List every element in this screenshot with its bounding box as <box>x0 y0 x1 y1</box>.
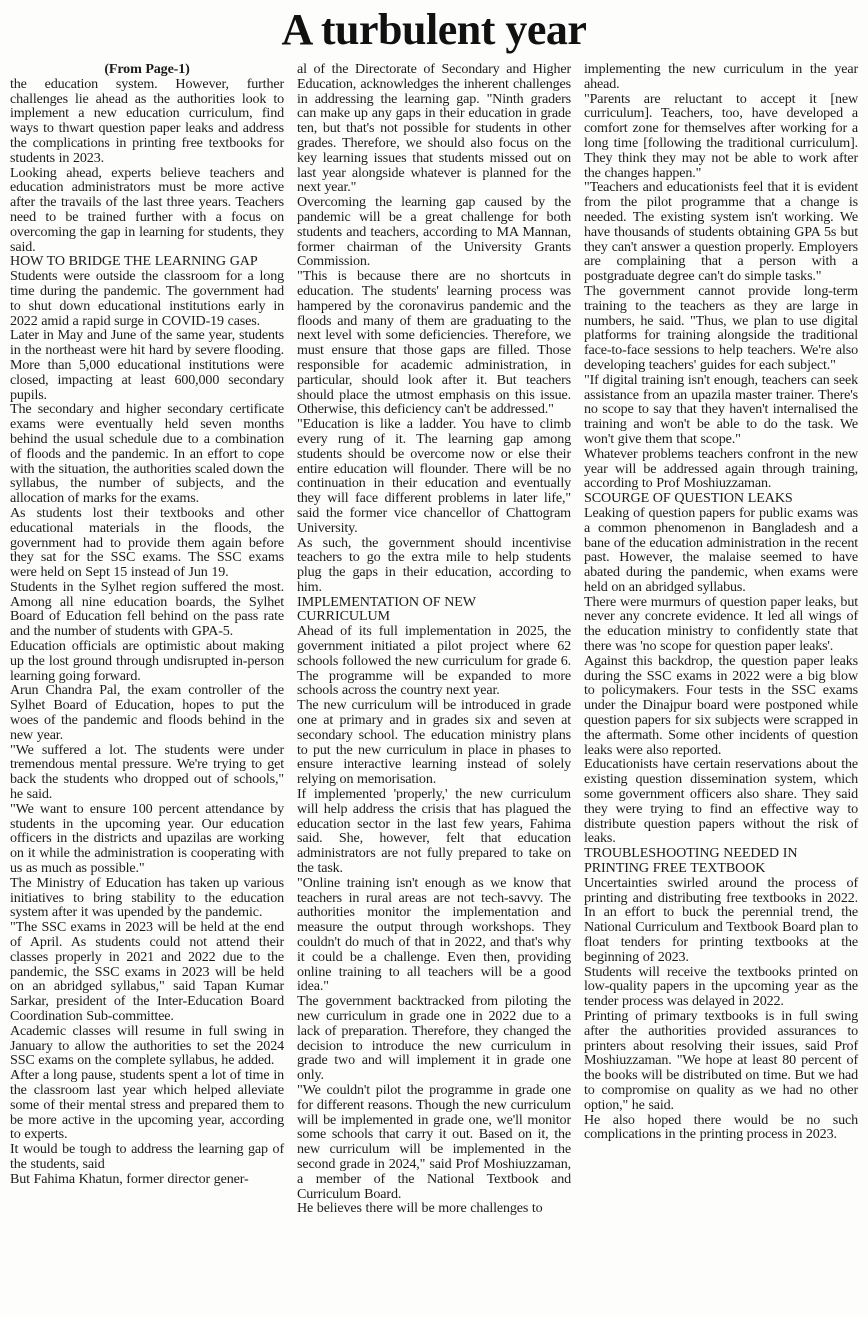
article-paragraph: Printing of primary textbooks is in full swing after the authorities provided assurances to printers about resolving their issues, said Prof Moshiuzzaman. "We hope at least 80 percent of the books will be distributed on time. But we had to compromise on quality as we had no other option," he said. <box>584 1008 858 1113</box>
section-heading: SCOURGE OF QUESTION LEAKS <box>584 490 793 507</box>
article-columns <box>10 62 858 1216</box>
article-paragraph: "Online training isn't enough as we know that teachers in rural areas are not tech-savvy. The authorities monitor the implementation and measure the output through workshops. They couldn't do much of that in 2022, and that's why it could be a challenge. Even then, providing online training to all teachers will be a good idea." <box>297 874 571 995</box>
article-paragraph: "Parents are reluctant to accept it [new curriculum]. Teachers, too, have developed a comfort zone for themselves after working for a long time [following the traditional curriculum]. They think they may not be able to work after the changes happen." <box>584 90 858 181</box>
article-paragraph: There were murmurs of question paper leaks, but never any concrete evidence. It led all wings of the education ministry to confidently state that there was 'no scope for question paper leaks'. <box>584 593 858 655</box>
article-paragraph: The government backtracked from piloting the new curriculum in grade one in 2022 due to a lack of preparation. Therefore, they changed the decision to introduce the new curriculum in grade two and will implement it in grade one only. <box>297 993 571 1084</box>
article-paragraph: "The SSC exams in 2023 will be held at the end of April. As students could not attend their classes properly in 2021 and 2022 due to the pandemic, the SSC exams in 2023 will be held on an abridged syllabus," said Tapan Kumar Sarkar, president of the Inter-Education Board Coordination Sub-committee. <box>10 919 284 1024</box>
article-paragraph: "If digital training isn't enough, teachers can seek assistance from an upazila master trainer. There's no scope to say that they haven't internalised the training and won't be able to do the task. We won't give them that scope." <box>584 371 858 447</box>
article-paragraph: Whatever problems teachers confront in the new year will be addressed again through training, according to Prof Moshiuzzaman. <box>584 445 858 492</box>
article-paragraph: Leaking of question papers for public exams was a common phenomenon in Bangladesh and a bane of the education administration in the recent past. However, the malaise seemed to have abated during the pandemic, when exams were held on an abridged syllabus. <box>584 504 858 595</box>
article-paragraph: The new curriculum will be introduced in grade one at primary and in grades six and seven at secondary school. The education ministry plans to put the new curriculum in place in phases to ensure interactive learning instead of solely relying on memorisation. <box>297 697 571 788</box>
article-paragraph: Against this backdrop, the question paper leaks during the SSC exams in 2022 were a big blow to policymakers. Four tests in the SSC exams under the Dinajpur board were postponed while question papers for six subjects were scrapped in the aftermath. Some other incidents of question leaks were also reported. <box>584 652 858 758</box>
article-paragraph: It would be tough to address the learning gap of the students, said <box>10 1141 284 1172</box>
article-column-3 <box>584 62 858 1142</box>
article-paragraph: "This is because there are no shortcuts in education. The students' learning process was hampered by the coronavirus pandemic and the floods and many of them are graduating to the next level with some deficiencies. Therefore, we must ensure that those gaps are filled. Those responsible for academic administration, in particular, should look after it. But teachers should place the utmost emphasis on this issue. Otherwise, this deficiency can't be addressed." <box>297 268 571 418</box>
continuation-note: (From Page-1) <box>104 61 190 77</box>
article-paragraph: He believes there will be more challenges to <box>297 1200 543 1217</box>
article-paragraph: After a long pause, students spent a lot of time in the classroom last year which helped alleviate some of their mental stress and prepared them to be more active in the upcoming year, according to experts. <box>10 1067 284 1143</box>
article-paragraph: "Education is like a ladder. You have to climb every rung of it. The learning gap among students should be overcome now or else their entire education will flounder. There will be no continuation in their education and eventually they will face different problems in later life," said the former vice chancellor of Chattogram University. <box>297 416 571 536</box>
article-paragraph: Students in the Sylhet region suffered the most. Among all nine education boards, the Sylhet Board of Education fell behind on the pass rate and the number of students with GPA-5. <box>10 578 284 640</box>
article-paragraph: Uncertainties swirled around the process of printing and distributing free textbooks in 2022. In an effort to buck the perennial trend, the National Curriculum and Textbook Board plan to float tenders for printing textbooks at the beginning of 2023. <box>584 874 858 965</box>
article-paragraph: Looking ahead, experts believe teachers and education administrators must be more active after the travails of the last three years. Teachers need to be trained further with a focus on overcoming the gap in learning for students, they said. <box>10 164 284 255</box>
article-paragraph: But Fahima Khatun, former director gener- <box>10 1170 249 1187</box>
article-paragraph: "We couldn't pilot the programme in grade one for different reasons. Though the new curriculum will be implemented in grade one, we'll monitor some schools that carry it out. Based on it, the new curriculum will be implemented in the second grade in 2024," said Prof Moshiuzzaman, a member of the National Textbook and Curriculum Board. <box>297 1081 571 1202</box>
article-paragraph: Later in May and June of the same year, students in the northeast were hit hard by severe flooding. More than 5,000 educational institutions were closed, impacting at least 600,000 secondary pupils. <box>10 327 284 403</box>
article-paragraph: Students were outside the classroom for a long time during the pandemic. The government had to shut down educational institutions early in 2022 amid a rapid surge in COVID-19 cases. <box>10 268 284 329</box>
article-paragraph: The Ministry of Education has taken up various initiatives to bring stability to the education system after it was upended by the pandemic. <box>10 874 284 921</box>
article-paragraph: As students lost their textbooks and other educational materials in the floods, the government had to provide them again before they sat for the SSC exams. The SSC exams were held on Sept 15 instead of Jun 19. <box>10 504 284 581</box>
article-paragraph: implementing the new curriculum in the year ahead. <box>584 61 858 92</box>
article-paragraph: The government cannot provide long-term training to the teachers as they are large in numbers, he said. "Thus, we plan to use digital platforms for training alongside the traditional face-to-face sessions to help teachers. We're also developing teachers' guides for each subject." <box>584 282 858 373</box>
article-column-2 <box>297 62 571 1216</box>
article-paragraph: Education officials are optimistic about making up the lost ground through undisrupted in-person learning going forward. <box>10 638 284 684</box>
article-paragraph: The secondary and higher secondary certificate exams were eventually held seven months behind the usual schedule due to a combination of floods and the pandemic. In an effort to cope with the situation, the authorities scaled down the syllabus, the number of subjects, and the allocation of marks for the exams. <box>10 401 284 507</box>
article-paragraph: Students will receive the textbooks printed on low-quality papers in the upcoming year as the tender process was delayed in 2022. <box>584 963 858 1010</box>
article-paragraph: Ahead of its full implementation in 2025, the government initiated a pilot project where 62 schools followed the new curriculum for grade 6. The programme will be expanded to more schools across the country next year. <box>297 623 571 699</box>
article-paragraph: the education system. However, further challenges lie ahead as the authorities look to implement a new education curriculum, find ways to thwart question paper leaks and address the complications in printing free textbooks for students in 2023. <box>10 75 284 166</box>
section-heading: IMPLEMENTATION OF NEW CURRICULUM <box>297 593 476 625</box>
article-paragraph: Academic classes will resume in full swing in January to allow the authorities to set the 2024 SSC exams on the complete syllabus, he added. <box>10 1022 284 1069</box>
article-paragraph: "We want to ensure 100 percent attendance by students in the upcoming year. Our education officers in the districts and upazilas are working on it while the administration is cooperating with us as much as possible." <box>10 800 284 877</box>
article-paragraph: Educationists have certain reservations about the existing question dissemination system, which some government officers also share. They said they were trying to find an effective way to distribute question papers without the risk of leaks. <box>584 756 858 847</box>
article-paragraph: "We suffered a lot. The students were under tremendous mental pressure. We're trying to get back the students who dropped out of schools," he said. <box>10 741 284 803</box>
article-column-1 <box>10 62 284 1187</box>
article-paragraph: Arun Chandra Pal, the exam controller of the Sylhet Board of Education, hopes to put the woes of the pandemic and floods behind in the new year. <box>10 682 284 743</box>
article-paragraph: He also hoped there would be no such complications in the printing process in 2023. <box>584 1111 858 1143</box>
article-paragraph: al of the Directorate of Secondary and Higher Education, acknowledges the inherent challenges in addressing the learning gap. "Ninth graders can make up any gaps in their education in grade ten, but that's not possible for students in other grades. Therefore, we should also focus on the key learning issues that students missed out on last year alongside whatever is planned for the next year." <box>297 61 571 196</box>
article-paragraph: Overcoming the learning gap caused by the pandemic will be a great challenge for both students and teachers, according to MA Mannan, former chairman of the University Grants Commission. <box>297 194 571 270</box>
section-heading: TROUBLESHOOTING NEEDED IN PRINTING FREE TEXTBOOK <box>584 845 798 877</box>
article-title: A turbulent year <box>281 5 587 54</box>
article-paragraph: If implemented 'properly,' the new curriculum will help address the crisis that has plagued the education sector in the last few years, Fahima said. She, however, felt that education administrators are not fully prepared to take on the task. <box>297 786 571 877</box>
article-paragraph: "Teachers and educationists feel that it is evident from the pilot programme that a change is needed. The existing system isn't working. We have thousands of students obtaining GPA 5s but they can't answer a question properly. Employers are complaining that a person with a postgraduate degree can't do simple tasks." <box>584 179 858 285</box>
section-heading: HOW TO BRIDGE THE LEARNING GAP <box>10 253 258 270</box>
article-paragraph: As such, the government should incentivise teachers to go the extra mile to help students plug the gaps in their education, according to him. <box>297 534 571 595</box>
